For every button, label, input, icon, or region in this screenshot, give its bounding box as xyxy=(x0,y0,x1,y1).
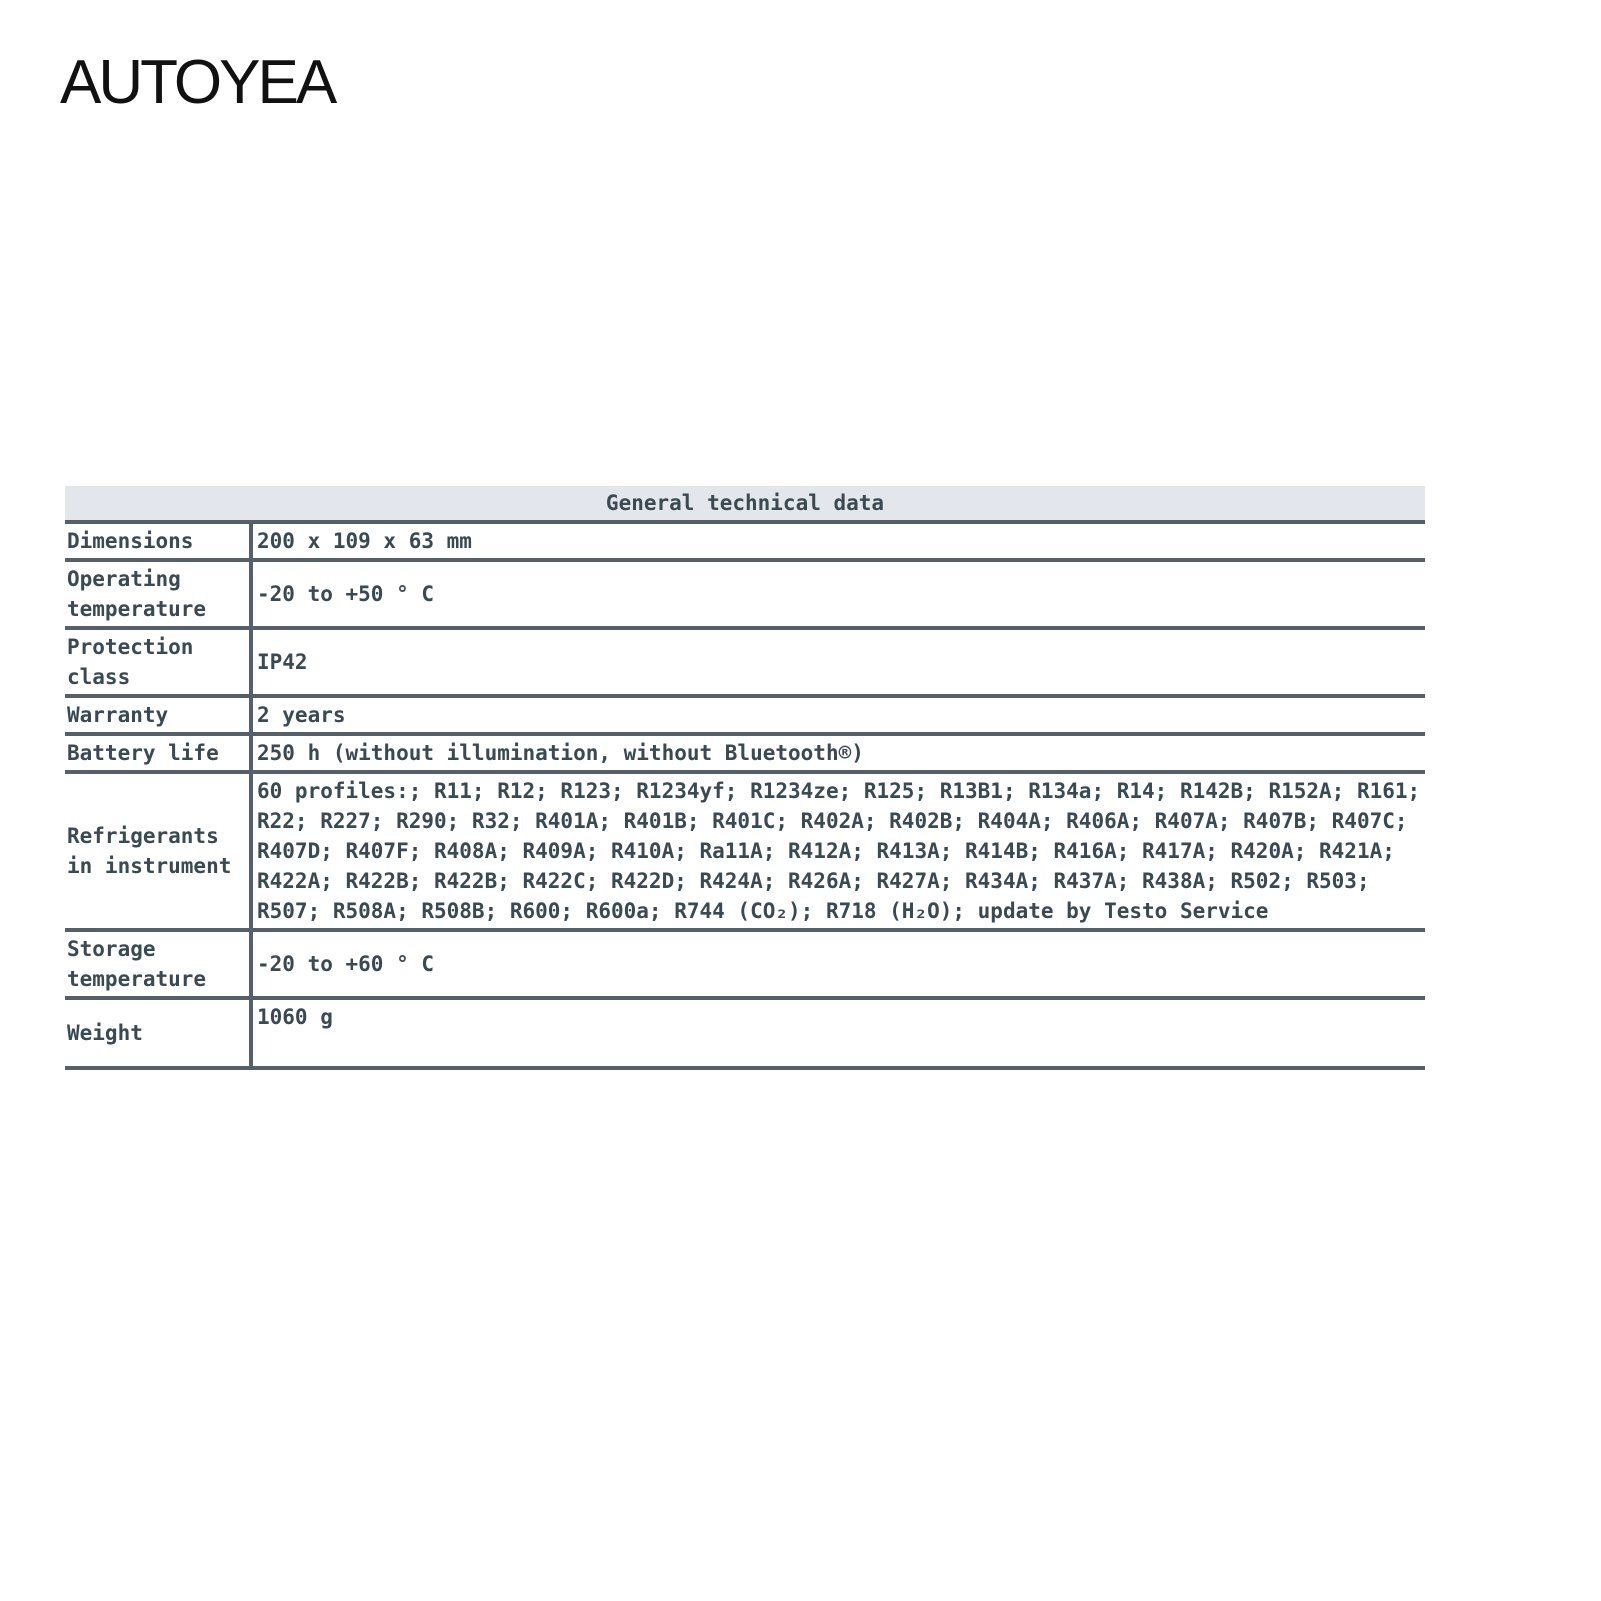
row-label-refrigerants: Refrigerants in instrument xyxy=(65,772,251,930)
row-value-dimensions: 200 x 109 x 63 mm xyxy=(251,522,1425,560)
row-label-storage-temperature: Storage temperature xyxy=(65,930,251,998)
row-label-operating-temperature: Operating temperature xyxy=(65,560,251,628)
brand-logo: AUTOYEA xyxy=(60,48,335,117)
table-row xyxy=(65,560,1425,628)
row-value-warranty: 2 years xyxy=(251,696,1425,734)
row-label-warranty: Warranty xyxy=(65,696,251,734)
table-row xyxy=(65,998,1425,1068)
row-label-dimensions: Dimensions xyxy=(65,522,251,560)
row-value-weight: 1060 g xyxy=(251,998,1425,1068)
table-row xyxy=(65,930,1425,998)
row-value-storage-temperature: -20 to +60 ° C xyxy=(251,930,1425,998)
row-label-weight: Weight xyxy=(65,998,251,1068)
table-header-row xyxy=(65,486,1425,522)
table-title: General technical data xyxy=(65,486,1425,522)
table-row xyxy=(65,772,1425,930)
row-value-protection-class: IP42 xyxy=(251,628,1425,696)
technical-data-table xyxy=(65,486,1425,1070)
table-row xyxy=(65,628,1425,696)
row-value-operating-temperature: -20 to +50 ° C xyxy=(251,560,1425,628)
row-value-battery-life: 250 h (without illumination, without Bluetooth®) xyxy=(251,734,1425,772)
table-row xyxy=(65,522,1425,560)
row-label-battery-life: Battery life xyxy=(65,734,251,772)
row-value-refrigerants: 60 profiles:; R11; R12; R123; R1234yf; R1234ze; R125; R13B1; R134a; R14; R142B; R152A; R161; R22; R227; R290; R32; R401A; R401B; R401C; R402A; R402B; R404A; R406A; R407A; R407B; R407C; R407D; R407F; R408A; R409A; R410A; Ra11A; R412A; R413A; R414B; R416A; R417A; R420A; R421A; R422A; R422B; R422B; R422C; R422D; R424A; R426A; R427A; R434A; R437A; R438A; R502; R503; R507; R508A; R508B; R600; R600a; R744 (CO₂); R718 (H₂O); update by Testo Service xyxy=(251,772,1425,930)
row-label-protection-class: Protection class xyxy=(65,628,251,696)
table-row xyxy=(65,696,1425,734)
table-row xyxy=(65,734,1425,772)
